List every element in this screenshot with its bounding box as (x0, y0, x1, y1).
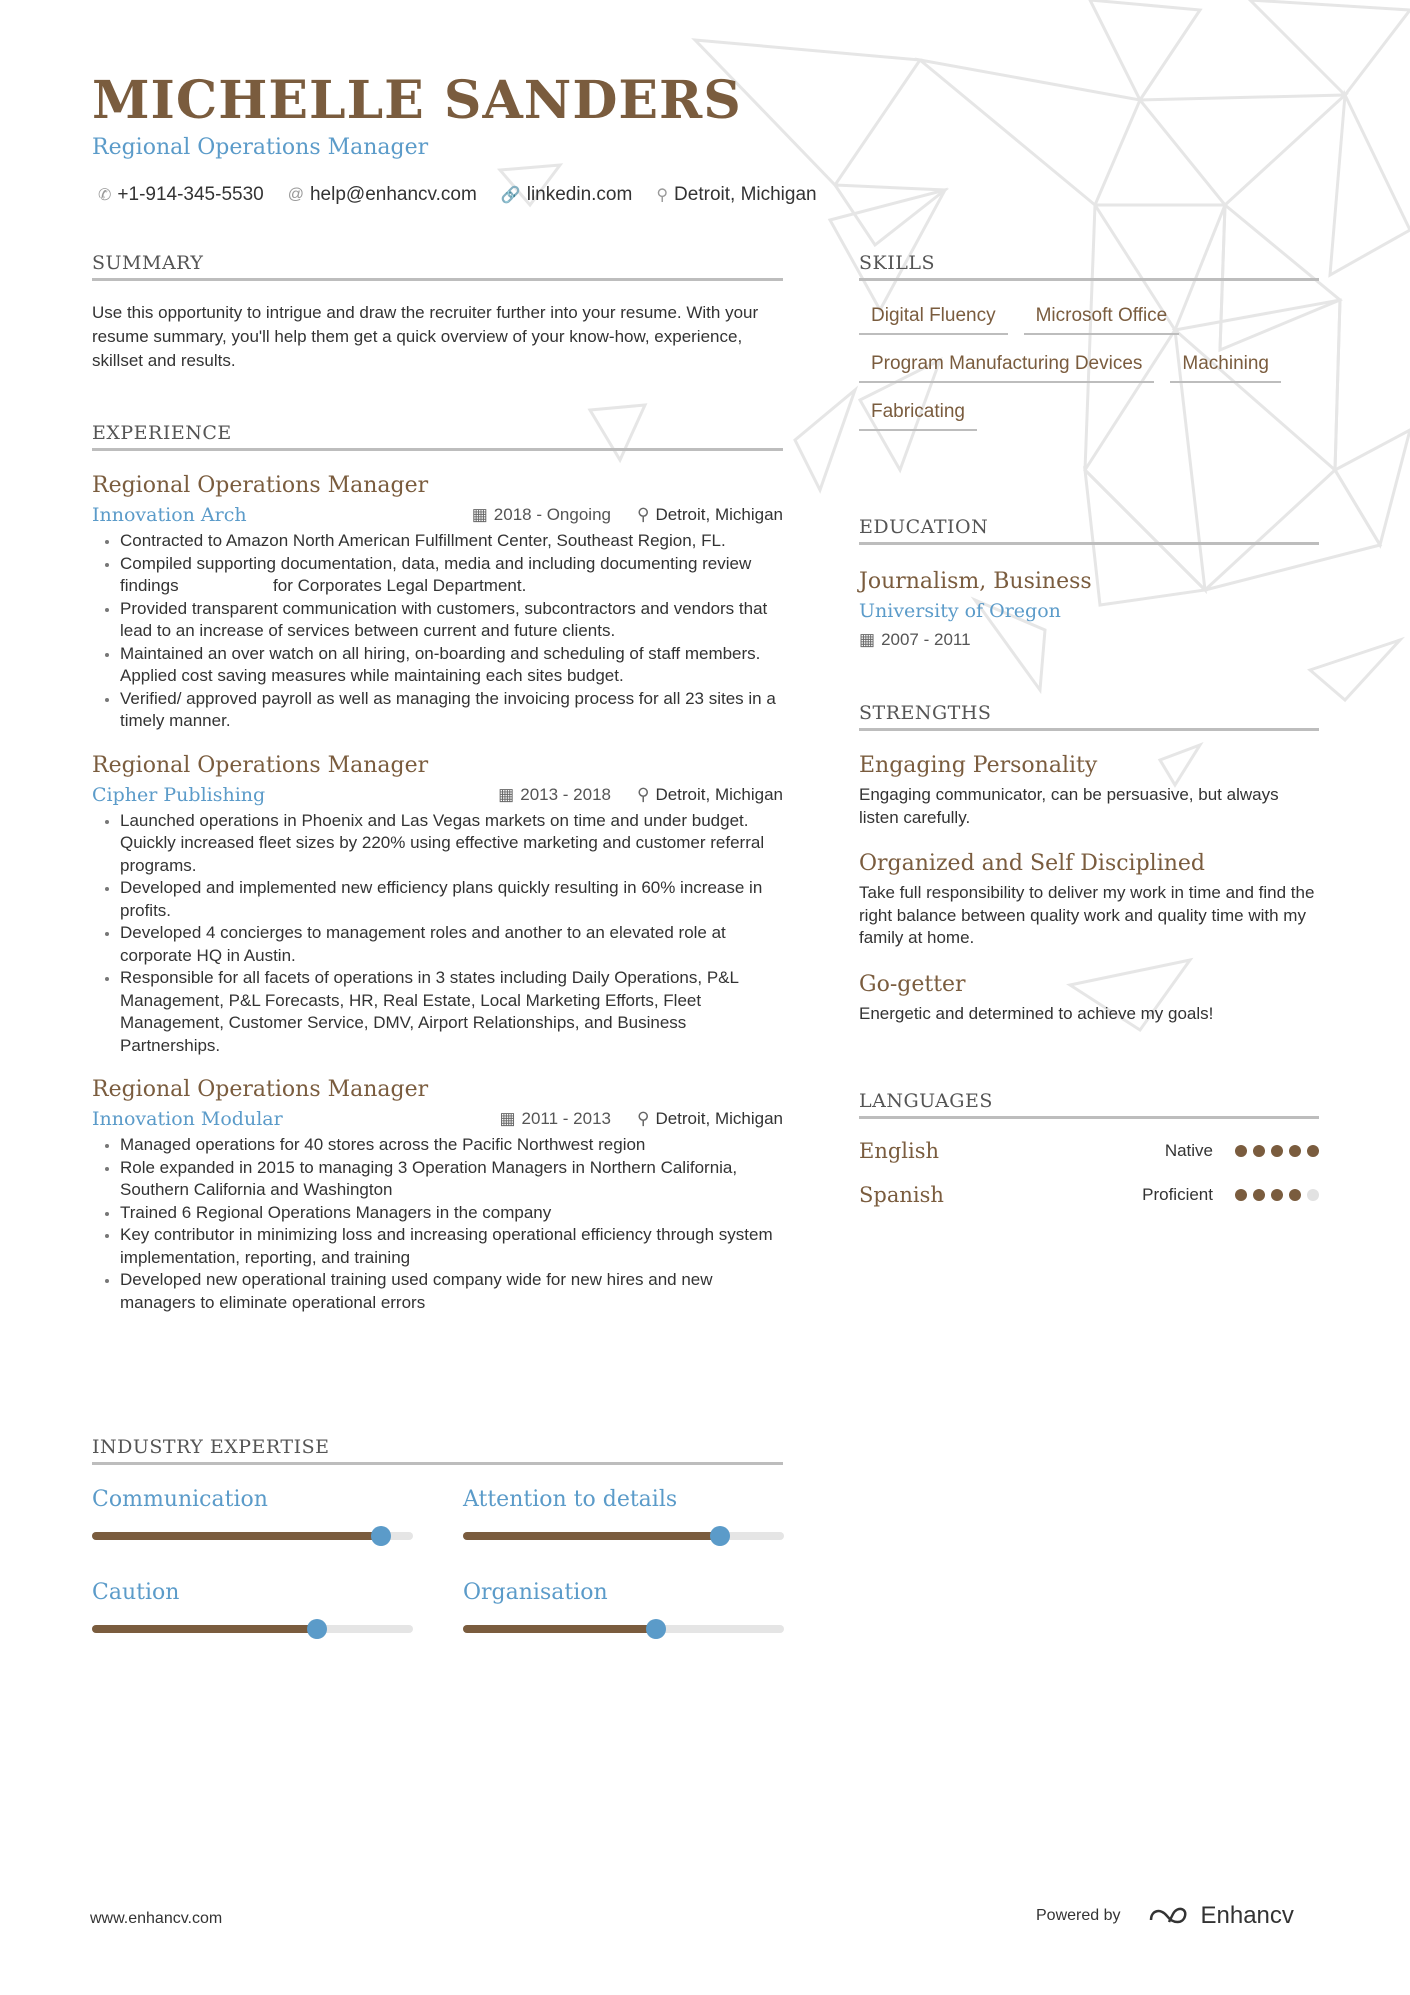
link-icon: 🔗 (500, 187, 521, 204)
slider-fill (463, 1625, 656, 1633)
slider-knob (646, 1619, 666, 1639)
job-entry (92, 473, 783, 733)
list-item: • Developed 4 concierges to management roles and another to an elevated role at corporate HQ in Austin. (120, 922, 783, 967)
calendar-icon: ▦ (498, 784, 515, 804)
rating-dot (1253, 1189, 1265, 1201)
company-name: Cipher Publishing (92, 783, 266, 806)
list-item: • Key contributor in minimizing loss and increasing operational efficiency through system implementation, reporting, and training (120, 1224, 783, 1269)
slider-knob (371, 1526, 391, 1546)
location-icon: ⚲ (636, 505, 650, 524)
slider-fill (463, 1532, 720, 1540)
job-entry (92, 1077, 783, 1314)
job-dates: ▦ 2018 - Ongoing (471, 505, 611, 524)
brand-name: Enhancv (1200, 1902, 1294, 1929)
list-item: • Developed new operational training used company wide for new hires and new managers to eliminate operational errors (120, 1269, 783, 1314)
expertise-slider (92, 1532, 413, 1540)
job-dates: ▦ 2011 - 2013 (499, 1109, 611, 1128)
expertise-slider (463, 1625, 784, 1633)
job-location: ⚲ Detroit, Michigan (636, 1109, 783, 1128)
contact-bar (98, 184, 817, 206)
summary-section (92, 252, 783, 373)
strengths-section (859, 702, 1319, 1025)
job-meta (92, 1108, 783, 1130)
powered-by-label: Powered by (1036, 1907, 1121, 1924)
job-meta (92, 504, 783, 526)
list-item: • Maintained an over watch on all hiring, on-boarding and scheduling of staff members. Applied cost saving measures while maintaining each sites budget. (120, 643, 783, 688)
language-item (859, 1139, 1319, 1163)
strength-item (859, 753, 1319, 829)
experience-section (92, 422, 783, 1314)
skill-tag: Program Manufacturing Devices (859, 353, 1154, 383)
job-location: ⚲ Detroit, Michigan (636, 505, 783, 524)
job-location: ⚲ Detroit, Michigan (636, 784, 783, 804)
job-title: Regional Operations Manager (92, 473, 429, 498)
rating-dot (1253, 1145, 1265, 1157)
job-bullets (92, 810, 783, 1058)
list-item: • Responsible for all facets of operations in 3 states including Daily Operations, P&L Management, P&L Forecasts, HR, Real Estate, Local Marketing Efforts, Fleet Management, Customer Service, DMV, Airport Relationships, and Business Partnerships. (120, 967, 783, 1057)
job-title: Regional Operations Manager (92, 1077, 429, 1102)
section-heading-skills: SKILLS (859, 252, 1319, 281)
job-entry (92, 753, 783, 1058)
list-item: • Developed and implemented new efficiency plans quickly resulting in 60% increase in profits. (120, 877, 783, 922)
expertise-grid (92, 1487, 783, 1633)
rating-dot (1307, 1145, 1319, 1157)
footer-branding (1036, 1902, 1294, 1930)
education-degree: Journalism, Business (859, 569, 1092, 594)
skills-section (859, 252, 1319, 431)
phone-icon: ✆ (98, 187, 112, 204)
expertise-label: Caution (92, 1580, 180, 1605)
contact-location: ⚲ Detroit, Michigan (656, 184, 817, 205)
section-heading-education: EDUCATION (859, 516, 1319, 545)
skill-tag: Digital Fluency (859, 305, 1008, 335)
location-icon: ⚲ (636, 1109, 650, 1128)
expertise-item (92, 1487, 413, 1540)
section-heading-strengths: STRENGTHS (859, 702, 1319, 731)
education-section (859, 516, 1319, 650)
candidate-name: MICHELLE SANDERS (92, 70, 742, 131)
slider-fill (92, 1532, 381, 1540)
contact-phone[interactable]: ✆ +1-914-345-5530 (98, 184, 264, 205)
job-bullets (92, 530, 783, 733)
company-name: Innovation Arch (92, 504, 247, 526)
strength-title: Organized and Self Disciplined (859, 851, 1206, 876)
section-heading-summary: SUMMARY (92, 252, 783, 281)
rating-dot (1289, 1189, 1301, 1201)
list-item: • Trained 6 Regional Operations Managers in the company (120, 1202, 783, 1225)
expertise-section (92, 1436, 783, 1633)
rating-dot (1307, 1189, 1319, 1201)
section-heading-languages: LANGUAGES (859, 1090, 1319, 1119)
rating-dot (1271, 1145, 1283, 1157)
strength-title: Engaging Personality (859, 753, 1098, 778)
education-school: University of Oregon (859, 600, 1061, 622)
slider-fill (92, 1625, 317, 1633)
calendar-icon: ▦ (499, 1109, 516, 1128)
calendar-icon: ▦ (859, 630, 876, 649)
job-dates: ▦ 2013 - 2018 (498, 784, 611, 804)
section-heading-experience: EXPERIENCE (92, 422, 783, 451)
skill-tag: Machining (1170, 353, 1281, 383)
list-item: • Contracted to Amazon North American Fulfillment Center, Southeast Region, FL. (120, 530, 783, 553)
enhancv-logo-icon (1147, 1904, 1193, 1928)
language-level: Native (1164, 1141, 1213, 1160)
language-name: English (859, 1139, 940, 1163)
slider-knob (307, 1619, 327, 1639)
footer-website[interactable]: www.enhancv.com (90, 1910, 223, 1927)
expertise-slider (92, 1625, 413, 1633)
expertise-item (463, 1487, 784, 1540)
list-item: • Verified/ approved payroll as well as managing the invoicing process for all 23 sites in a timely manner. (120, 688, 783, 733)
contact-linkedin[interactable]: 🔗 linkedin.com (500, 184, 633, 205)
list-item: • Provided transparent communication with customers, subcontractors and vendors that lead to an increase of services between current and future clients. (120, 598, 783, 643)
expertise-item (92, 1580, 413, 1633)
list-item: • Compiled supporting documentation, data, media and including documenting review findings for Corporates Legal Department. (120, 553, 783, 598)
list-item: • Role expanded in 2015 to managing 3 Operation Managers in Northern California, Southern California and Washington (120, 1157, 783, 1202)
slider-knob (710, 1526, 730, 1546)
language-dots (1235, 1145, 1319, 1157)
strength-desc: Engaging communicator, can be persuasive, but always listen carefully. (859, 785, 1279, 827)
at-icon: @ (287, 186, 304, 203)
list-item: • Launched operations in Phoenix and Las Vegas markets on time and under budget. Quickly increased fleet sizes by 220% using effective marketing and customer referral programs. (120, 810, 783, 878)
strength-desc: Take full responsibility to deliver my work in time and find the right balance between quality work and quality time with my family at home. (859, 883, 1315, 947)
language-dots (1235, 1189, 1319, 1201)
skill-tag: Microsoft Office (1024, 305, 1180, 335)
expertise-label: Organisation (463, 1580, 608, 1605)
company-name: Innovation Modular (92, 1108, 283, 1130)
job-title: Regional Operations Manager (92, 752, 429, 778)
language-level: Proficient (1142, 1185, 1213, 1204)
rating-dot (1271, 1189, 1283, 1201)
calendar-icon: ▦ (471, 505, 488, 524)
strength-item (859, 972, 1319, 1026)
strength-item (859, 851, 1319, 950)
expertise-slider (463, 1532, 784, 1540)
education-dates: ▦ 2007 - 2011 (859, 630, 971, 649)
candidate-title: Regional Operations Manager (92, 135, 429, 160)
expertise-item (463, 1580, 784, 1633)
skills-list (859, 305, 1319, 431)
strength-desc: Energetic and determined to achieve my goals! (859, 1003, 1214, 1023)
location-icon: ⚲ (656, 187, 669, 204)
summary-text: Use this opportunity to intrigue and draw the recruiter further into your resume. With your resume summary, you'll help them get a quick overview of your know-how, experience, skillset and results. (92, 303, 759, 370)
contact-email[interactable]: @ help@enhancv.com (287, 184, 477, 205)
rating-dot (1289, 1145, 1301, 1157)
strength-title: Go-getter (859, 971, 966, 997)
rating-dot (1235, 1189, 1247, 1201)
rating-dot (1235, 1145, 1247, 1157)
section-heading-expertise: INDUSTRY EXPERTISE (92, 1436, 783, 1465)
job-meta (92, 784, 783, 806)
brand-logo[interactable] (1147, 1902, 1294, 1930)
expertise-label: Communication (92, 1487, 268, 1512)
language-name: Spanish (859, 1183, 944, 1207)
language-item (859, 1183, 1319, 1207)
expertise-label: Attention to details (463, 1487, 678, 1512)
list-item: • Managed operations for 40 stores across the Pacific Northwest region (120, 1134, 783, 1157)
skill-tag: Fabricating (859, 401, 977, 431)
languages-section (859, 1090, 1319, 1207)
job-bullets (92, 1134, 783, 1314)
location-icon: ⚲ (636, 784, 650, 804)
